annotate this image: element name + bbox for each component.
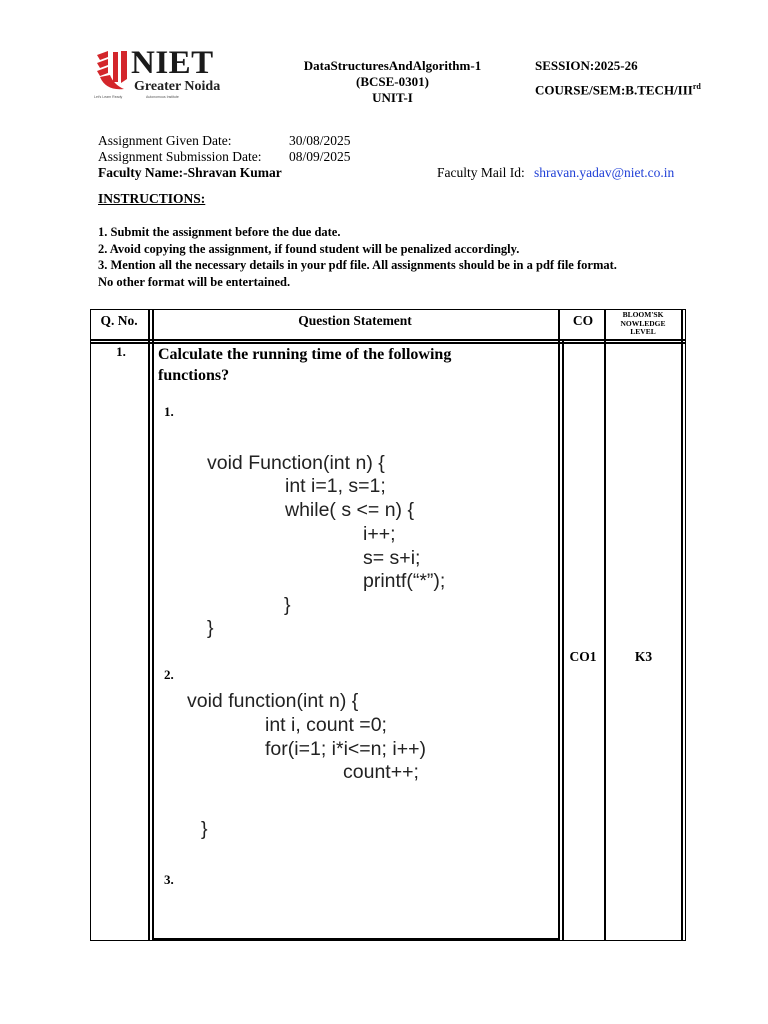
code-line: i++; <box>363 523 396 545</box>
faculty-mail-label: Faculty Mail Id: <box>437 165 525 180</box>
question-table <box>90 309 686 941</box>
instruction-item: 1. Submit the assignment before the due date. <box>98 225 341 239</box>
code-line: } <box>284 594 291 616</box>
instructions-list <box>98 224 698 290</box>
course-sem-sup: rd <box>692 82 701 91</box>
code-line: } <box>201 818 208 840</box>
table-divider <box>681 309 683 941</box>
course-sem-label <box>535 82 701 98</box>
code-line: count++; <box>343 761 419 783</box>
code-line: } <box>207 617 214 639</box>
given-date-value: 30/08/2025 <box>289 133 351 148</box>
code-line: s= s+i; <box>363 547 421 569</box>
course-header <box>290 58 495 106</box>
table-divider <box>604 309 606 941</box>
submission-date-label: Assignment Submission Date: <box>98 149 262 164</box>
question-number: 1. <box>116 344 126 359</box>
logo-tagline: Let's Learn Ready <box>94 95 123 99</box>
logo-autonomous: Autonomous Institute <box>146 95 179 99</box>
sub-question-number: 3. <box>164 872 174 887</box>
instruction-item: 3. Mention all the necessary details in your pdf file. All assignments should be in a pdf file format. <box>98 258 617 272</box>
faculty-mail-link[interactable]: shravan.yadav@niet.co.in <box>534 165 675 180</box>
sub-question-number: 1. <box>164 404 174 419</box>
sub-question-number: 2. <box>164 667 174 682</box>
header-qno: Q. No. <box>100 313 138 328</box>
unit-label: UNIT-I <box>372 90 413 105</box>
niet-logo <box>94 45 234 101</box>
code-line: void function(int n) { <box>187 690 359 712</box>
table-divider <box>152 309 154 941</box>
instructions-title: INSTRUCTIONS: <box>98 191 206 206</box>
logo-name: NIET <box>131 45 214 81</box>
table-divider <box>558 309 560 941</box>
code-line: int i=1, s=1; <box>285 475 386 497</box>
given-date-label: Assignment Given Date: <box>98 133 232 148</box>
faculty-name: Faculty Name:-Shravan Kumar <box>98 165 282 180</box>
table-bottom-rule <box>152 938 560 940</box>
header-co: CO <box>572 313 594 328</box>
code-line: for(i=1; i*i<=n; i++) <box>265 738 426 760</box>
question-text: Calculate the running time of the following functions? <box>158 346 452 384</box>
niet-emblem-icon <box>94 49 130 95</box>
code-line: void Function(int n) { <box>207 452 385 474</box>
instruction-item: No other format will be entertained. <box>98 274 291 289</box>
table-divider <box>562 339 564 941</box>
course-title: DataStructuresAndAlgorithm-1 <box>303 58 482 73</box>
header-bloom-line: NOWLEDGE <box>620 318 666 328</box>
table-header-rule <box>90 339 686 341</box>
header-question-statement: Question Statement <box>298 313 412 328</box>
code-line: int i, count =0; <box>265 714 387 736</box>
course-sem-text: COURSE/SEM:B.TECH/III <box>535 82 693 98</box>
header-bloom-line: LEVEL <box>630 327 656 336</box>
session-label: SESSION:2025-26 <box>535 58 638 73</box>
code-line: printf(“*”); <box>363 570 446 592</box>
submission-date-value: 08/09/2025 <box>289 149 351 164</box>
logo-subtitle: Greater Noida <box>134 79 221 94</box>
bloom-level-value: K3 <box>634 649 653 664</box>
co-value: CO1 <box>569 649 597 664</box>
course-code: (BCSE-0301) <box>356 74 429 89</box>
instruction-item: 2. Avoid copying the assignment, if found student will be penalized accordingly. <box>98 241 520 256</box>
table-divider <box>148 309 150 941</box>
header-bloom-level <box>606 311 680 337</box>
code-line: while( s <= n) { <box>285 499 414 521</box>
header-bloom-line: BLOOM'SK <box>622 310 664 319</box>
